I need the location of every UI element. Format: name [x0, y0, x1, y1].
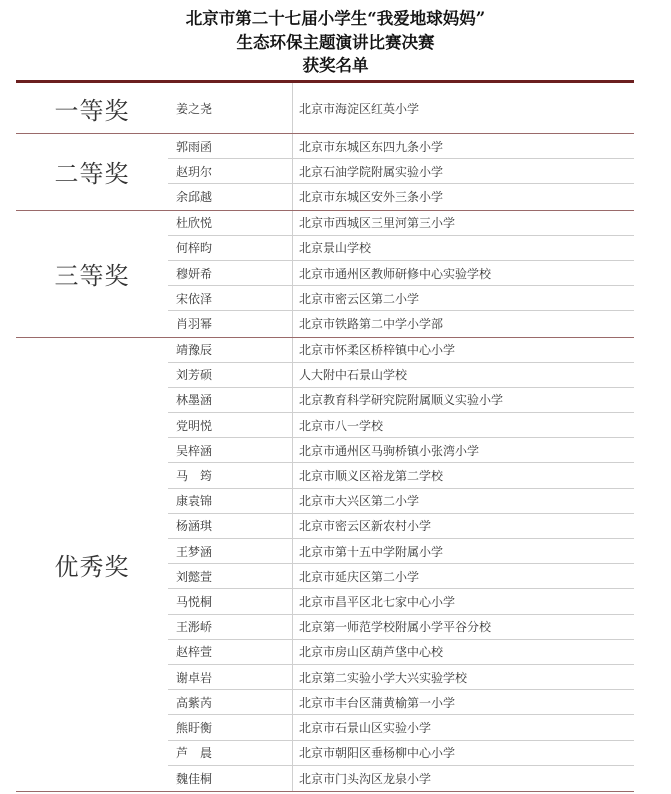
- winner-name: 郭雨函: [176, 139, 213, 154]
- award-table: [16, 83, 634, 792]
- winner-school: 北京市海淀区红英小学: [292, 83, 634, 133]
- winner-row: [168, 363, 634, 388]
- winner-school: 北京市密云区第二小学: [292, 286, 634, 310]
- winner-name: 姜之尧: [176, 101, 213, 116]
- winner-row: [168, 261, 634, 286]
- winner-name: 熊盱衡: [176, 720, 213, 735]
- winner-row: [168, 236, 634, 261]
- prize-label: 一等奖: [54, 96, 130, 125]
- winner-name: 魏佳桐: [176, 771, 213, 786]
- winner-row: [168, 388, 634, 413]
- prize-label: 二等奖: [54, 160, 130, 189]
- winner-name: 康袁锦: [176, 494, 213, 509]
- winner-row: [168, 311, 634, 336]
- winner-school: 北京市房山区葫芦垡中心校: [292, 640, 634, 664]
- winner-row: [168, 640, 634, 665]
- winner-school: 北京市门头沟区龙泉小学: [292, 766, 634, 791]
- winner-list: [168, 134, 634, 210]
- winner-school: 北京第一师范学校附属小学平谷分校: [292, 615, 634, 639]
- winner-school: 北京市第十五中学附属小学: [292, 539, 634, 563]
- winner-school: 北京市铁路第二中学小学部: [292, 311, 634, 336]
- prize-label: 优秀奖: [54, 552, 130, 581]
- winner-school: 北京市西城区三里河第三小学: [292, 211, 634, 235]
- award-group: [16, 134, 634, 211]
- winner-school: 北京市大兴区第二小学: [292, 489, 634, 513]
- winner-school: 北京市东城区东四九条小学: [292, 134, 634, 158]
- winner-school: 北京市东城区安外三条小学: [292, 184, 634, 209]
- winner-name: 穆妍希: [176, 266, 213, 281]
- winner-row: [168, 564, 634, 589]
- winner-name: 王梦涵: [176, 544, 213, 559]
- winner-name: 刘芳硕: [176, 368, 213, 383]
- winner-list: [168, 83, 634, 133]
- winner-row: [168, 489, 634, 514]
- winner-school: 北京市朝阳区垂杨柳中心小学: [292, 741, 634, 765]
- winner-row: [168, 338, 634, 363]
- winner-row: [168, 159, 634, 184]
- winner-school: 北京市顺义区裕龙第二学校: [292, 463, 634, 487]
- winner-name: 何梓昀: [176, 241, 213, 256]
- winner-school: 北京景山学校: [292, 236, 634, 260]
- winner-row: [168, 514, 634, 539]
- winner-school: 北京教育科学研究院附属顺义实验小学: [292, 388, 634, 412]
- winner-name: 芦 晨: [176, 746, 213, 761]
- winner-row: [168, 741, 634, 766]
- title-line-1: 北京市第二十七届小学生“我爱地球妈妈”: [185, 9, 486, 28]
- winner-school: 北京市通州区教师研修中心实验学校: [292, 261, 634, 285]
- winner-row: [168, 413, 634, 438]
- winner-list: [168, 211, 634, 337]
- winner-name: 赵梓萱: [176, 645, 213, 660]
- winner-name: 肖羽幂: [176, 317, 213, 332]
- winner-row: [168, 438, 634, 463]
- winner-row: [168, 463, 634, 488]
- winner-list: [168, 338, 634, 791]
- winner-school: 北京市丰台区蒲黄榆第一小学: [292, 690, 634, 714]
- winner-row: [168, 715, 634, 740]
- winner-row: [168, 211, 634, 236]
- title-line-3: 获奖名单: [302, 56, 369, 75]
- winner-name: 吴梓涵: [176, 443, 213, 458]
- winner-name: 谢卓岩: [176, 670, 213, 685]
- winner-name: 林墨涵: [176, 393, 213, 408]
- winner-school: 北京市石景山区实验小学: [292, 715, 634, 739]
- winner-row: [168, 134, 634, 159]
- winner-row: [168, 589, 634, 614]
- winner-school: 北京市八一学校: [292, 413, 634, 437]
- winner-school: 北京石油学院附属实验小学: [292, 159, 634, 183]
- prize-label: 三等奖: [54, 262, 130, 291]
- winner-name: 马悦桐: [176, 594, 213, 609]
- winner-name: 高紫芮: [176, 695, 213, 710]
- winner-row: [168, 665, 634, 690]
- award-group: [16, 338, 634, 792]
- winner-row: [168, 83, 634, 133]
- winner-school: 北京市昌平区北七家中心小学: [292, 589, 634, 613]
- winner-school: 北京第二实验小学大兴实验学校: [292, 665, 634, 689]
- winner-school: 北京市延庆区第二小学: [292, 564, 634, 588]
- winner-name: 宋依泽: [176, 291, 213, 306]
- winner-name: 赵玥尔: [176, 164, 213, 179]
- winner-name: 杨涵琪: [176, 519, 213, 534]
- winner-row: [168, 615, 634, 640]
- winner-name: 马 筠: [176, 469, 213, 484]
- winner-name: 靖豫辰: [176, 343, 213, 358]
- winner-row: [168, 690, 634, 715]
- winner-school: 人大附中石景山学校: [292, 363, 634, 387]
- winner-row: [168, 184, 634, 209]
- award-group: [16, 83, 634, 134]
- winner-name: 刘懿萱: [176, 569, 213, 584]
- winner-school: 北京市通州区马驹桥镇小张湾小学: [292, 438, 634, 462]
- title-line-2: 生态环保主题演讲比赛决赛: [236, 33, 435, 52]
- winner-row: [168, 539, 634, 564]
- winner-name: 余邱越: [176, 190, 213, 205]
- award-group: [16, 211, 634, 338]
- winner-row: [168, 286, 634, 311]
- winner-name: 王浵峤: [176, 620, 213, 635]
- winner-school: 北京市怀柔区桥梓镇中心小学: [292, 338, 634, 362]
- winner-name: 杜欣悦: [176, 216, 213, 231]
- winner-name: 党明悦: [176, 418, 213, 433]
- winner-row: [168, 766, 634, 791]
- winner-school: 北京市密云区新农村小学: [292, 514, 634, 538]
